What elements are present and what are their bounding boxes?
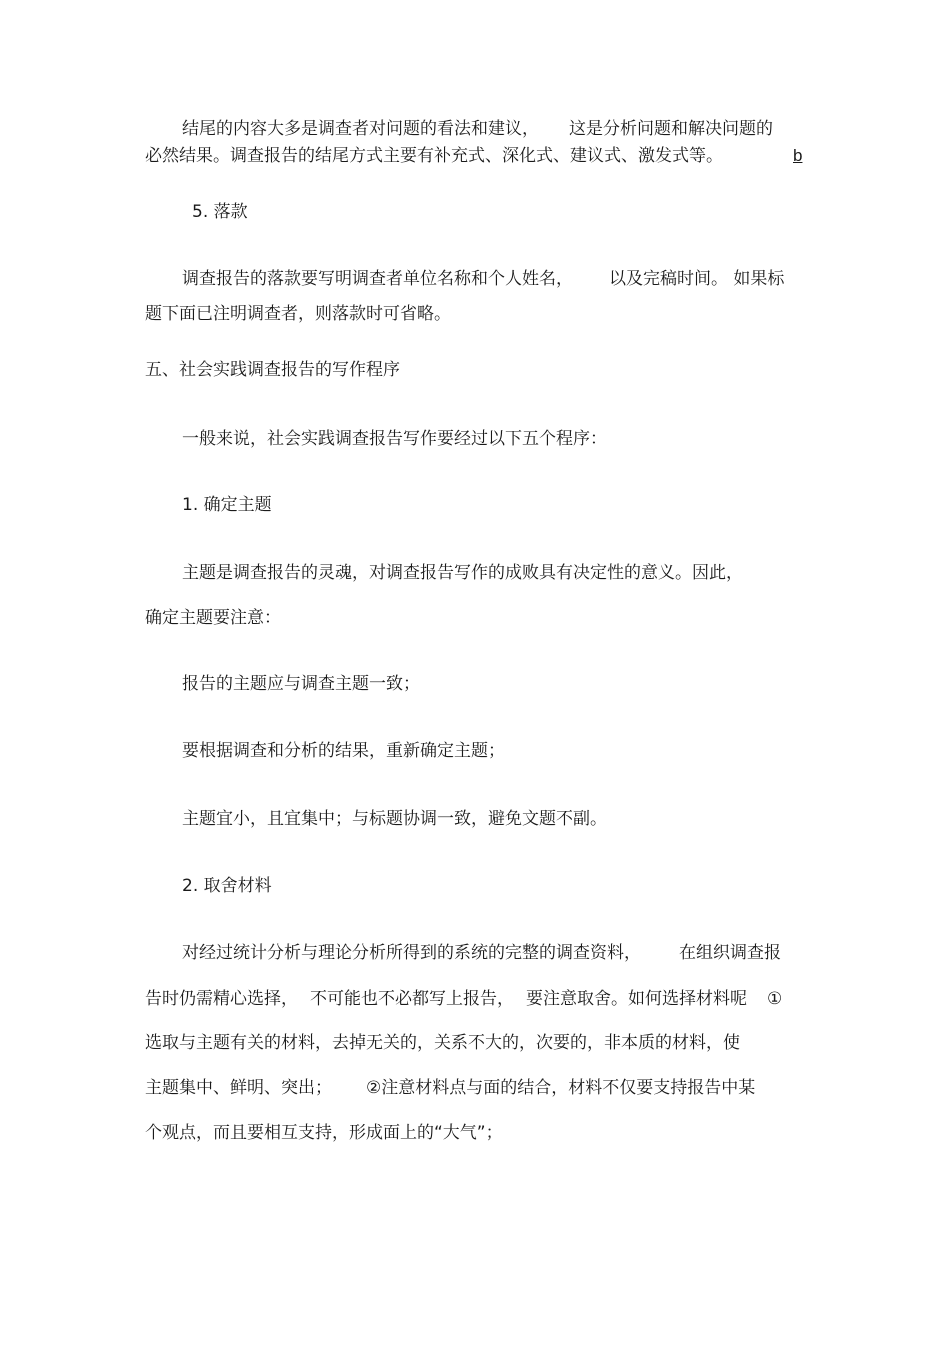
material-line-4	[145, 1077, 755, 1099]
signature-line-1	[182, 268, 784, 290]
theme-item-2: 要根据调查和分析的结果，重新确定主题；	[182, 741, 505, 761]
stray-mark: b	[793, 146, 803, 165]
heading-theme: 1. 确定主题	[182, 495, 272, 515]
material-text-1a: 对经过统计分析与理论分析所得到的系统的完整的调查资料，	[182, 943, 641, 963]
material-text-2d: ①	[767, 989, 783, 1009]
heading-signature: 5. 落款	[192, 202, 248, 222]
conclusion-line-1	[182, 118, 773, 140]
material-text-1b: 在组织调查报	[679, 943, 781, 963]
material-line-5: 个观点，而且要相互支持，形成面上的“大气”；	[145, 1123, 503, 1143]
theme-para-line-2: 确定主题要注意：	[145, 608, 281, 628]
conclusion-line-2: 必然结果。调查报告的结尾方式主要有补充式、深化式、建议式、激发式等。	[145, 146, 723, 166]
material-text-4b: ②注意材料点与面的结合，材料不仅要支持报告中某	[366, 1078, 756, 1098]
material-text-2a: 告时仍需精心选择，	[145, 989, 298, 1009]
material-text-4a: 主题集中、鲜明、突出；	[145, 1078, 332, 1098]
signature-line-2: 题下面已注明调查者，则落款时可省略。	[145, 304, 451, 324]
theme-item-3: 主题宜小，且宜集中；与标题协调一致，避免文题不副。	[182, 809, 607, 829]
material-text-2b: 不可能也不必都写上报告，	[310, 989, 514, 1009]
theme-para-line-1: 主题是调查报告的灵魂，对调查报告写作的成败具有决定性的意义。因此，	[182, 563, 743, 583]
conclusion-text-1a: 结尾的内容大多是调查者对问题的看法和建议，	[182, 119, 539, 139]
signature-text-1b: 以及完稿时间。 如果标	[609, 269, 785, 289]
material-line-3: 选取与主题有关的材料，去掉无关的，关系不大的，次要的，非本质的材料，使	[145, 1033, 740, 1053]
section-heading: 五、社会实践调查报告的写作程序	[145, 360, 400, 380]
heading-material: 2. 取舍材料	[182, 876, 272, 896]
conclusion-text-1b: 这是分析问题和解决问题的	[569, 119, 773, 139]
material-line-2	[145, 988, 782, 1010]
theme-item-1: 报告的主题应与调查主题一致；	[182, 674, 420, 694]
material-line-1	[182, 942, 781, 964]
material-text-2c: 要注意取舍。如何选择材料呢	[526, 989, 747, 1009]
section-intro: 一般来说，社会实践调查报告写作要经过以下五个程序：	[182, 429, 607, 449]
signature-text-1a: 调查报告的落款要写明调查者单位名称和个人姓名，	[182, 269, 573, 289]
